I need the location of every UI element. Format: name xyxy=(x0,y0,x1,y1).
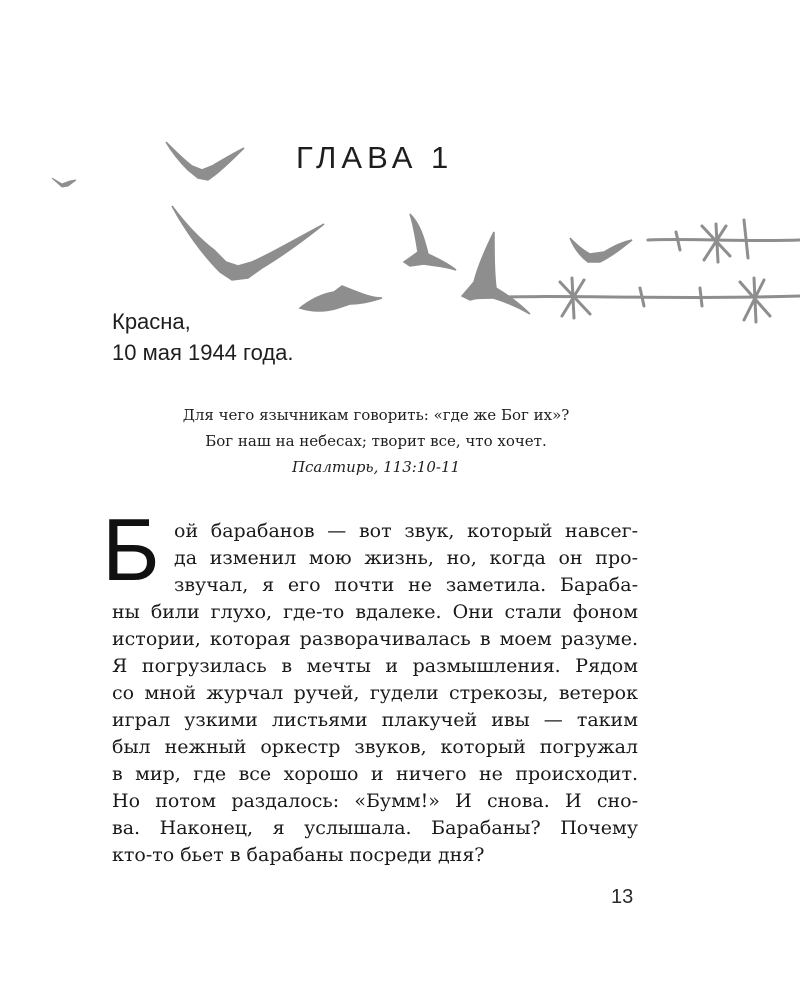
bird-icon xyxy=(404,214,456,270)
page-number: 13 xyxy=(611,886,634,908)
body-text-line: истории, которая разворачивалась в моем разуме. xyxy=(112,628,638,650)
chapter-title: ГЛАВА 1 xyxy=(296,140,454,175)
bird-icon xyxy=(52,178,76,187)
body-text-line: ой барабанов — вот звук, который навсег- xyxy=(174,520,638,542)
barbed-wire-icon xyxy=(470,278,800,322)
bird-icon xyxy=(172,206,324,280)
barbed-wire-icon xyxy=(648,220,800,262)
place-date-block xyxy=(112,306,294,368)
bird-icon xyxy=(570,238,632,262)
date-label: 10 мая 1944 года. xyxy=(112,340,294,365)
bird-icon xyxy=(166,142,244,180)
body-text-line: ны били глухо, где-то вдалеке. Они стали фоном xyxy=(112,601,638,623)
epigraph-source: Псалтирь, 113:10-11 xyxy=(291,458,461,476)
body-text-line: звучал, я его почти не заметила. Бараба- xyxy=(174,574,638,596)
bird-icon xyxy=(300,286,382,311)
bird-icon xyxy=(462,232,530,314)
epigraph-line: Для чего язычникам говорить: «где же Бог их»? xyxy=(182,406,570,424)
body-text-line: Но потом раздалось: «Бумм!» И снова. И сно- xyxy=(112,790,638,812)
body-text-line: кто-то бьет в барабаны посреди дня? xyxy=(112,844,485,866)
place-label: Красна, xyxy=(112,309,191,334)
body-text-line: да изменил мою жизнь, но, когда он про- xyxy=(174,547,638,569)
epigraph xyxy=(112,402,640,480)
epigraph-line: Бог наш на небесах; творит все, что хочет. xyxy=(205,432,547,450)
drop-cap: Б xyxy=(102,500,160,599)
body-text-line: Я погрузилась в мечты и размышления. Рядом xyxy=(112,655,638,677)
body-text-line: в мир, где все хорошо и ничего не происходит. xyxy=(112,763,638,785)
body-text-line: играл узкими листьями плакучей ивы — таким xyxy=(112,709,638,731)
body-text-line: был нежный оркестр звуков, который погружал xyxy=(112,736,638,758)
body-text-line: со мной журчал ручей, гудели стрекозы, ветерок xyxy=(112,682,638,704)
body-text-line: ва. Наконец, я услышала. Барабаны? Почему xyxy=(112,817,638,839)
